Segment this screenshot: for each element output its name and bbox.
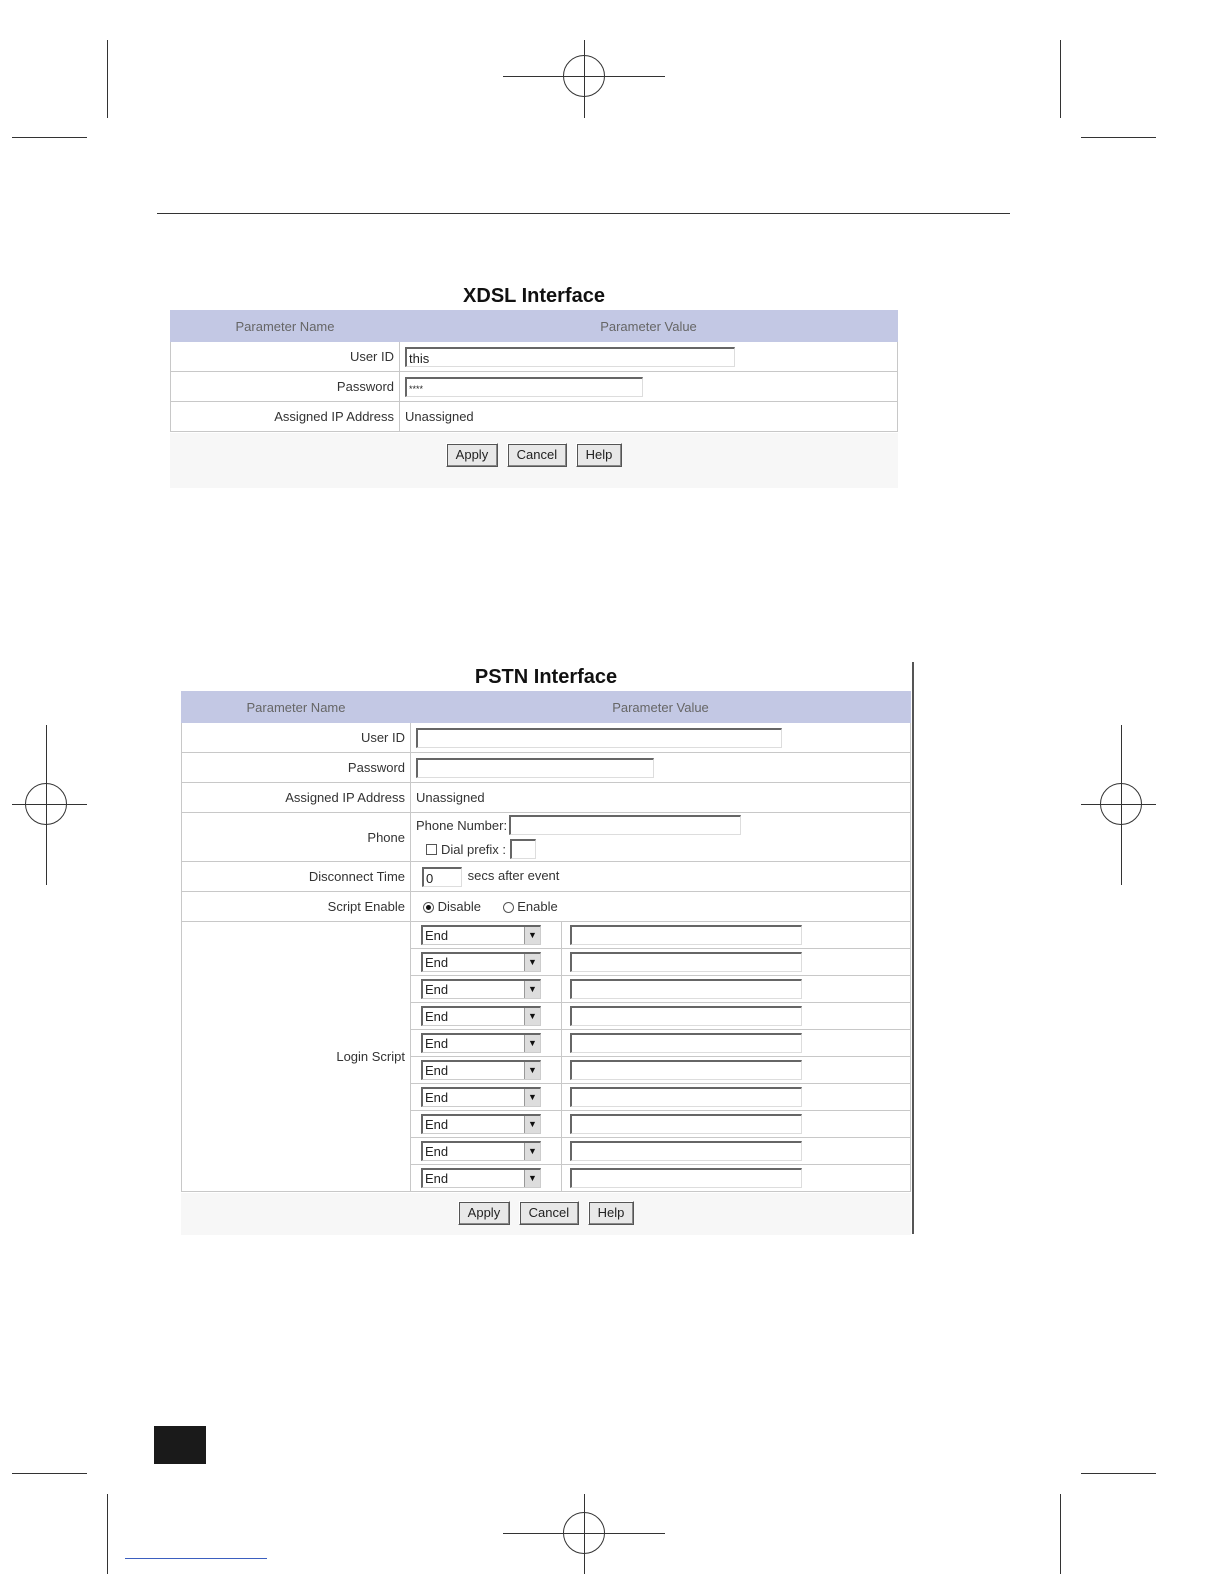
chevron-down-icon[interactable]: ▼ — [524, 1008, 540, 1025]
pstn-button-bar — [181, 1201, 911, 1225]
pstn-disconnect-label: Disconnect Time — [182, 862, 411, 892]
login-script-action-value: End — [425, 982, 449, 997]
xdsl-cancel-button[interactable]: Cancel — [507, 443, 567, 467]
pstn-row-script-enable — [182, 892, 911, 922]
login-script-text-input[interactable] — [570, 952, 802, 972]
login-script-text-input[interactable] — [570, 1114, 802, 1134]
login-script-action-cell — [411, 1057, 562, 1083]
chevron-down-icon[interactable]: ▼ — [524, 954, 540, 971]
login-script-action-select[interactable] — [421, 1060, 541, 1080]
login-script-action-cell — [411, 1111, 562, 1137]
pstn-script-enable-label: Script Enable — [182, 892, 411, 922]
pstn-login-script-label: Login Script — [182, 922, 411, 1192]
login-script-text-cell — [562, 1033, 802, 1053]
pstn-phone-number-label: Phone Number: — [416, 817, 508, 833]
login-script-action-cell — [411, 1084, 562, 1110]
crop-mark-top-right-h — [1081, 137, 1156, 138]
login-script-action-cell — [411, 949, 562, 975]
pstn-user-id-label: User ID — [182, 723, 411, 753]
xdsl-user-id-label: User ID — [171, 342, 400, 372]
page-number-tab — [154, 1426, 206, 1464]
xdsl-header-name: Parameter Name — [171, 311, 400, 342]
xdsl-parameter-table — [170, 310, 898, 432]
login-script-action-select[interactable] — [421, 925, 541, 945]
login-script-action-cell — [411, 922, 562, 948]
xdsl-row-user-id — [171, 342, 898, 372]
xdsl-help-button[interactable]: Help — [576, 443, 623, 467]
login-script-action-select[interactable] — [421, 952, 541, 972]
xdsl-row-password — [171, 372, 898, 402]
pstn-row-login-script — [182, 922, 911, 1192]
xdsl-password-label: Password — [171, 372, 400, 402]
chevron-down-icon[interactable]: ▼ — [524, 1062, 540, 1079]
xdsl-row-ip — [171, 402, 898, 432]
crop-mark-bottom-right-h — [1081, 1473, 1156, 1474]
login-script-row — [411, 1111, 910, 1138]
registration-mark-top-circle — [563, 55, 605, 97]
login-script-action-value: End — [425, 1009, 449, 1024]
login-script-row — [411, 1084, 910, 1111]
login-script-row — [411, 1030, 910, 1057]
login-script-row — [411, 949, 910, 976]
chevron-down-icon[interactable]: ▼ — [524, 1089, 540, 1106]
login-script-row — [411, 976, 910, 1003]
login-script-text-cell — [562, 1141, 802, 1161]
pstn-phone-label: Phone — [182, 813, 411, 862]
xdsl-apply-button[interactable]: Apply — [446, 443, 499, 467]
registration-mark-right-circle — [1100, 783, 1142, 825]
xdsl-button-bar — [170, 443, 898, 467]
login-script-action-cell — [411, 1138, 562, 1164]
xdsl-title: XDSL Interface — [463, 285, 605, 307]
login-script-text-input[interactable] — [570, 979, 802, 999]
login-script-row — [411, 1138, 910, 1165]
login-script-action-value: End — [425, 1171, 449, 1186]
pstn-header-name: Parameter Name — [182, 692, 411, 723]
login-script-text-input[interactable] — [570, 1087, 802, 1107]
xdsl-header-value: Parameter Value — [400, 311, 898, 342]
registration-mark-bottom-circle — [563, 1512, 605, 1554]
pstn-script-disable-radio[interactable] — [423, 902, 434, 913]
pstn-disconnect-suffix: secs after event — [467, 867, 560, 883]
login-script-action-select[interactable] — [421, 1141, 541, 1161]
chevron-down-icon[interactable]: ▼ — [524, 927, 540, 944]
pstn-row-ip — [182, 783, 911, 813]
footer-link-underline — [125, 1558, 267, 1559]
login-script-text-input[interactable] — [570, 1168, 802, 1188]
pstn-header-value: Parameter Value — [411, 692, 911, 723]
login-script-action-cell — [411, 1003, 562, 1029]
pstn-row-user-id — [182, 723, 911, 753]
login-script-action-cell — [411, 1165, 562, 1191]
login-script-action-value: End — [425, 1117, 449, 1132]
xdsl-ip-value: Unassigned — [400, 402, 898, 432]
login-script-text-cell — [562, 1087, 802, 1107]
login-script-row — [411, 922, 910, 949]
pstn-row-password — [182, 753, 911, 783]
pstn-row-disconnect — [182, 862, 911, 892]
pstn-ip-label: Assigned IP Address — [182, 783, 411, 813]
chevron-down-icon[interactable]: ▼ — [524, 1143, 540, 1160]
login-script-text-cell — [562, 1060, 802, 1080]
login-script-action-select[interactable] — [421, 1033, 541, 1053]
crop-mark-top-left-v — [107, 40, 108, 118]
login-script-row — [411, 1057, 910, 1084]
login-script-row — [411, 1003, 910, 1030]
pstn-apply-button[interactable]: Apply — [458, 1201, 511, 1225]
login-script-text-input[interactable] — [570, 925, 802, 945]
pstn-password-input[interactable] — [416, 758, 654, 778]
login-script-action-value: End — [425, 955, 449, 970]
login-script-action-value: End — [425, 928, 449, 943]
login-script-text-cell — [562, 979, 802, 999]
login-script-action-value: End — [425, 1036, 449, 1051]
pstn-cancel-button[interactable]: Cancel — [519, 1201, 579, 1225]
login-script-text-cell — [562, 1114, 802, 1134]
login-script-text-input[interactable] — [570, 1141, 802, 1161]
pstn-disconnect-input[interactable]: 0 — [422, 867, 462, 887]
login-script-action-select[interactable] — [421, 1168, 541, 1188]
pstn-phone-number-input[interactable] — [509, 815, 741, 835]
login-script-text-cell — [562, 1006, 802, 1026]
crop-mark-bottom-right-v — [1060, 1494, 1061, 1574]
pstn-dial-prefix-label: Dial prefix : — [441, 841, 507, 857]
login-script-action-value: End — [425, 1063, 449, 1078]
pstn-parameter-table — [181, 691, 911, 1192]
login-script-action-select[interactable] — [421, 1006, 541, 1026]
pstn-dial-prefix-checkbox[interactable] — [426, 844, 437, 855]
pstn-script-enable-option-label: Enable — [517, 899, 558, 914]
chevron-down-icon[interactable]: ▼ — [524, 981, 540, 998]
crop-mark-bottom-left-h — [12, 1473, 87, 1474]
login-script-text-input[interactable] — [570, 1006, 802, 1026]
login-script-action-value: End — [425, 1144, 449, 1159]
pstn-password-label: Password — [182, 753, 411, 783]
registration-mark-left-circle — [25, 783, 67, 825]
login-script-text-cell — [562, 952, 802, 972]
login-script-text-cell — [562, 925, 802, 945]
pstn-row-phone — [182, 813, 911, 862]
xdsl-password-input[interactable]: **** — [405, 377, 643, 397]
chevron-down-icon[interactable]: ▼ — [524, 1170, 540, 1187]
pstn-help-button[interactable]: Help — [588, 1201, 635, 1225]
header-rule — [157, 213, 1010, 214]
login-script-action-cell — [411, 976, 562, 1002]
crop-mark-bottom-left-v — [107, 1494, 108, 1574]
login-script-action-value: End — [425, 1090, 449, 1105]
login-script-action-cell — [411, 1030, 562, 1056]
pstn-script-disable-label: Disable — [437, 899, 481, 914]
chevron-down-icon[interactable]: ▼ — [524, 1035, 540, 1052]
xdsl-header-row — [171, 311, 898, 342]
xdsl-ip-label: Assigned IP Address — [171, 402, 400, 432]
login-script-action-select[interactable] — [421, 1114, 541, 1134]
pstn-script-enable-radio[interactable] — [503, 902, 514, 913]
login-script-text-cell — [562, 1168, 802, 1188]
xdsl-user-id-input[interactable]: this — [405, 347, 735, 367]
login-script-text-input[interactable] — [570, 1033, 802, 1053]
login-script-text-input[interactable] — [570, 1060, 802, 1080]
pstn-header-row — [182, 692, 911, 723]
login-script-action-select[interactable] — [421, 1087, 541, 1107]
crop-mark-top-right-v — [1060, 40, 1061, 118]
pstn-ip-value: Unassigned — [411, 783, 911, 813]
pstn-dial-prefix-input[interactable] — [510, 839, 536, 859]
pstn-login-script-list — [411, 922, 911, 1192]
pstn-user-id-input[interactable] — [416, 728, 782, 748]
crop-mark-top-left-h — [12, 137, 87, 138]
login-script-action-select[interactable] — [421, 979, 541, 999]
pstn-title: PSTN Interface — [474, 666, 618, 688]
login-script-row — [411, 1165, 910, 1191]
chevron-down-icon[interactable]: ▼ — [524, 1116, 540, 1133]
pstn-scrollbar-edge — [912, 662, 914, 1234]
